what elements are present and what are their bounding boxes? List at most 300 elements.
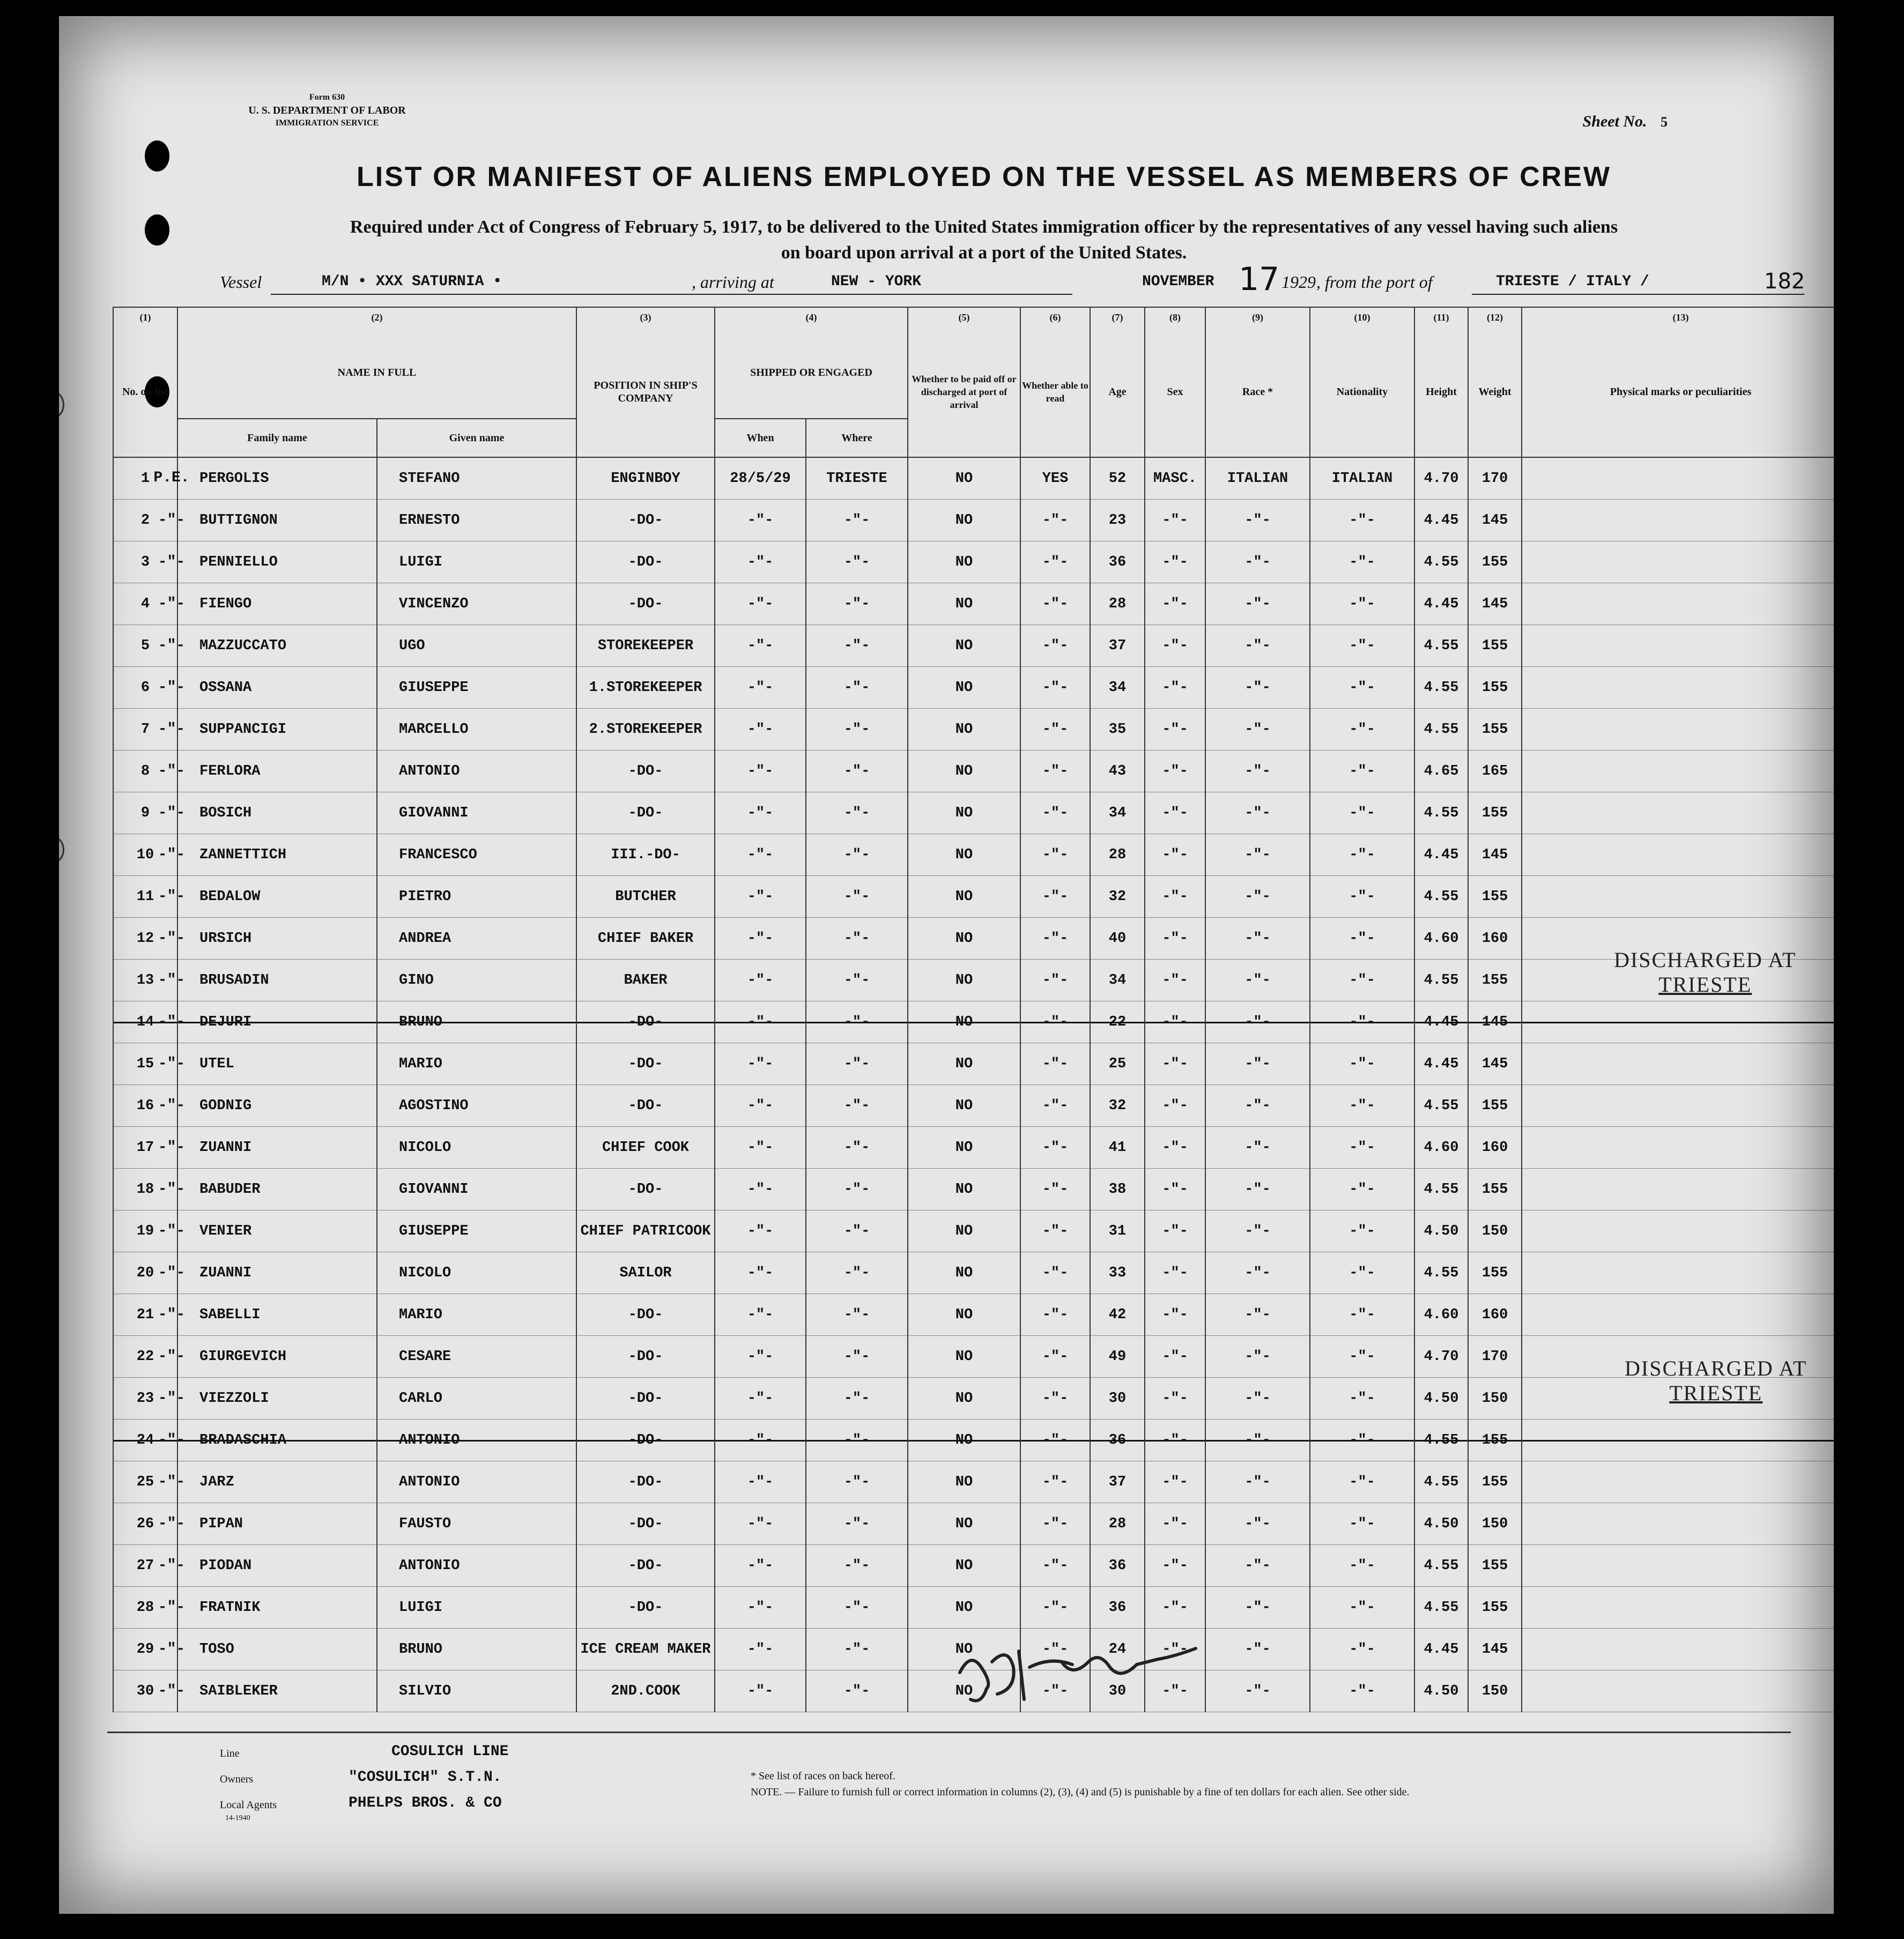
crew-weight: 155 <box>1468 1085 1522 1127</box>
margin-mark: -"- <box>158 804 186 821</box>
from-port: TRIESTE / ITALY / <box>1496 273 1649 290</box>
line-label: Line <box>220 1748 240 1759</box>
crew-age: 36 <box>1090 1587 1145 1629</box>
crew-where: -"- <box>806 667 908 709</box>
crew-age: 32 <box>1090 876 1145 918</box>
crew-when: -"- <box>715 792 806 834</box>
crew-age: 30 <box>1090 1670 1145 1712</box>
crew-height: 4.55 <box>1414 1461 1468 1503</box>
crew-row <box>113 1336 1834 1378</box>
crew-family: VENIER <box>177 1210 377 1252</box>
crew-row <box>113 1169 1834 1210</box>
col-num: (10) <box>1310 307 1414 327</box>
crew-when: -"- <box>715 500 806 541</box>
crew-paid: NO <box>908 1127 1020 1169</box>
crew-given: LUIGI <box>377 541 576 583</box>
crew-physical-marks <box>1522 1503 1834 1545</box>
crew-paid: NO <box>908 1210 1020 1252</box>
col-header-shipped: SHIPPED OR ENGAGED <box>715 327 908 419</box>
crew-race: -"- <box>1205 1629 1310 1670</box>
col-header-when: When <box>715 419 806 457</box>
margin-mark: -"- <box>158 1390 186 1407</box>
crew-paid: NO <box>908 457 1020 500</box>
column-number-row <box>113 307 1834 327</box>
form-number: Form 630 <box>309 93 345 102</box>
crew-where: -"- <box>806 1169 908 1210</box>
crew-nationality: -"- <box>1310 918 1414 960</box>
crew-when: -"- <box>715 1127 806 1169</box>
crew-given: BRUNO <box>377 1001 576 1043</box>
margin-mark: -"- <box>158 1097 186 1114</box>
crew-row <box>113 583 1834 625</box>
margin-mark: -"- <box>158 511 186 529</box>
margin-mark: -"- <box>158 1306 186 1323</box>
crew-when: -"- <box>715 1503 806 1545</box>
crew-number: 30 <box>113 1670 177 1712</box>
crew-when: -"- <box>715 1670 806 1712</box>
owners-value: "COSULICH" S.T.N. <box>349 1769 502 1786</box>
col-header-height: Height <box>1414 327 1468 457</box>
service: IMMIGRATION SERVICE <box>275 118 379 128</box>
crew-row <box>113 667 1834 709</box>
crew-when: -"- <box>715 834 806 876</box>
crew-sex: -"- <box>1145 1043 1205 1085</box>
crew-rows <box>113 457 1834 1712</box>
crew-height: 4.45 <box>1414 500 1468 541</box>
crew-age: 37 <box>1090 1461 1145 1503</box>
crew-weight: 150 <box>1468 1503 1522 1545</box>
crew-position: -DO- <box>576 751 715 792</box>
crew-position: SAILOR <box>576 1252 715 1294</box>
crew-paid: NO <box>908 500 1020 541</box>
crew-row <box>113 1127 1834 1169</box>
crew-nationality: -"- <box>1310 500 1414 541</box>
crew-read: -"- <box>1020 667 1090 709</box>
footer-agents <box>220 1795 502 1811</box>
crew-age: 30 <box>1090 1378 1145 1420</box>
crew-number: 20 <box>113 1252 177 1294</box>
crew-position: -DO- <box>576 1503 715 1545</box>
crew-when: 28/5/29 <box>715 457 806 500</box>
margin-mark: -"- <box>158 1180 186 1198</box>
crew-family: GODNIG <box>177 1085 377 1127</box>
crew-physical-marks <box>1522 1545 1834 1587</box>
crew-where: -"- <box>806 1127 908 1169</box>
crew-where: -"- <box>806 1252 908 1294</box>
margin-mark: -"- <box>158 1640 186 1658</box>
crew-paid: NO <box>908 1420 1020 1461</box>
crew-read: -"- <box>1020 1420 1090 1461</box>
crew-weight: 155 <box>1468 667 1522 709</box>
column-header-row <box>113 327 1834 419</box>
crew-race: -"- <box>1205 1420 1310 1461</box>
crew-height: 4.45 <box>1414 1629 1468 1670</box>
crew-paid: NO <box>908 709 1020 751</box>
crew-race: -"- <box>1205 1001 1310 1043</box>
crew-where: -"- <box>806 500 908 541</box>
crew-position: STOREKEEPER <box>576 625 715 667</box>
crew-family: VIEZZOLI <box>177 1378 377 1420</box>
crew-where: -"- <box>806 1294 908 1336</box>
crew-family: SUPPANCIGI <box>177 709 377 751</box>
crew-number: 25 <box>113 1461 177 1503</box>
crew-number: 13 <box>113 960 177 1001</box>
crew-number: 26 <box>113 1503 177 1545</box>
crew-paid: NO <box>908 1085 1020 1127</box>
crew-row <box>113 1085 1834 1127</box>
crew-physical-marks <box>1522 1252 1834 1294</box>
crew-read: -"- <box>1020 1043 1090 1085</box>
sheet-label: Sheet No. <box>1582 113 1647 130</box>
crew-paid: NO <box>908 1169 1020 1210</box>
margin-mark: -"- <box>158 1473 186 1490</box>
crew-height: 4.55 <box>1414 709 1468 751</box>
crew-number: 18 <box>113 1169 177 1210</box>
crew-height: 4.70 <box>1414 1336 1468 1378</box>
crew-race: -"- <box>1205 1461 1310 1503</box>
crew-paid: NO <box>908 1294 1020 1336</box>
margin-mark: -"- <box>158 679 186 696</box>
margin-mark: -"- <box>158 846 186 863</box>
race-note: * See list of races on back hereof. <box>751 1770 895 1782</box>
crew-given: GIUSEPPE <box>377 667 576 709</box>
footer-owners <box>220 1769 502 1786</box>
crew-read: -"- <box>1020 1001 1090 1043</box>
crew-position: -DO- <box>576 583 715 625</box>
crew-physical-marks <box>1522 457 1834 500</box>
crew-position: -DO- <box>576 1545 715 1587</box>
crew-given: GIUSEPPE <box>377 1210 576 1252</box>
crew-sex: -"- <box>1145 625 1205 667</box>
crew-when: -"- <box>715 1336 806 1378</box>
crew-age: 33 <box>1090 1252 1145 1294</box>
margin-mark: -"- <box>158 762 186 779</box>
crew-nationality: -"- <box>1310 1085 1414 1127</box>
crew-weight: 150 <box>1468 1378 1522 1420</box>
crew-number: 24 <box>113 1420 177 1461</box>
col-header-position: POSITION IN SHIP'S COMPANY <box>576 327 715 457</box>
arrival-day: 17 <box>1239 261 1280 298</box>
crew-height: 4.55 <box>1414 792 1468 834</box>
crew-row <box>113 1294 1834 1336</box>
col-header-given: Given name <box>377 419 576 457</box>
crew-given: MARCELLO <box>377 709 576 751</box>
crew-sex: -"- <box>1145 1085 1205 1127</box>
crew-given: FRANCESCO <box>377 834 576 876</box>
crew-sex: -"- <box>1145 1252 1205 1294</box>
crew-age: 34 <box>1090 792 1145 834</box>
margin-mark: -"- <box>158 637 186 654</box>
crew-nationality: -"- <box>1310 1420 1414 1461</box>
crew-age: 34 <box>1090 960 1145 1001</box>
margin-mark: -"- <box>158 971 186 989</box>
crew-where: -"- <box>806 583 908 625</box>
stamp-line: DISCHARGED AT <box>1625 1356 1807 1380</box>
margin-mark: P.E. <box>153 470 190 487</box>
crew-number: 8 <box>113 751 177 792</box>
crew-sex: -"- <box>1145 751 1205 792</box>
crew-number: 29 <box>113 1629 177 1670</box>
binder-ring <box>59 836 64 863</box>
margin-mark: -"- <box>158 930 186 947</box>
discharged-stamp <box>1614 948 1796 997</box>
crew-read: -"- <box>1020 1085 1090 1127</box>
crew-age: 41 <box>1090 1127 1145 1169</box>
crew-read: -"- <box>1020 1252 1090 1294</box>
crew-when: -"- <box>715 918 806 960</box>
crew-nationality: -"- <box>1310 1043 1414 1085</box>
crew-sex: -"- <box>1145 500 1205 541</box>
crew-number: 1 <box>113 457 177 500</box>
crew-read: -"- <box>1020 792 1090 834</box>
subtitle-line-2: on board upon arrival at a port of the United States. <box>781 243 1187 263</box>
margin-mark: -"- <box>158 1013 186 1030</box>
crew-nationality: -"- <box>1310 1252 1414 1294</box>
penalty-note: NOTE. — Failure to furnish full or correct information in columns (2), (3), (4) and (5) is punishable by a fine of ten dollars for each alien. See other side. <box>751 1786 1410 1798</box>
crew-nationality: -"- <box>1310 625 1414 667</box>
crew-sex: -"- <box>1145 1294 1205 1336</box>
crew-family: FERLORA <box>177 751 377 792</box>
crew-race: -"- <box>1205 1587 1310 1629</box>
crew-number: 2 <box>113 500 177 541</box>
crew-age: 36 <box>1090 541 1145 583</box>
crew-physical-marks <box>1522 876 1834 918</box>
crew-age: 40 <box>1090 918 1145 960</box>
crew-where: -"- <box>806 751 908 792</box>
list-number: 182 <box>1764 269 1805 294</box>
crew-age: 28 <box>1090 834 1145 876</box>
crew-race: -"- <box>1205 500 1310 541</box>
crew-nationality: -"- <box>1310 541 1414 583</box>
crew-race: -"- <box>1205 834 1310 876</box>
crew-family: BOSICH <box>177 792 377 834</box>
col-num: (1) <box>113 307 177 327</box>
footer-line <box>220 1743 509 1760</box>
crew-given: GIOVANNI <box>377 792 576 834</box>
crew-sex: -"- <box>1145 876 1205 918</box>
crew-row <box>113 1587 1834 1629</box>
col-header-able-read: Whether able to read <box>1020 327 1090 457</box>
crew-sex: -"- <box>1145 918 1205 960</box>
crew-age: 35 <box>1090 709 1145 751</box>
crew-where: -"- <box>806 1085 908 1127</box>
col-num: (8) <box>1145 307 1205 327</box>
crew-position: CHIEF BAKER <box>576 918 715 960</box>
col-header-family: Family name <box>177 419 377 457</box>
crew-sex: -"- <box>1145 1461 1205 1503</box>
crew-physical-marks <box>1522 1127 1834 1169</box>
col-header-sex: Sex <box>1145 327 1205 457</box>
crew-family: TOSO <box>177 1629 377 1670</box>
crew-age: 36 <box>1090 1545 1145 1587</box>
col-num: (4) <box>715 307 908 327</box>
crew-physical-marks <box>1522 1670 1834 1712</box>
crew-race: -"- <box>1205 960 1310 1001</box>
col-num: (9) <box>1205 307 1310 327</box>
crew-race: -"- <box>1205 1378 1310 1420</box>
crew-where: -"- <box>806 1670 908 1712</box>
stamp-line: TRIESTE <box>1658 972 1752 997</box>
crew-nationality: -"- <box>1310 709 1414 751</box>
crew-nationality: -"- <box>1310 1587 1414 1629</box>
crew-race: -"- <box>1205 751 1310 792</box>
owners-label: Owners <box>220 1773 254 1785</box>
crew-family: BUTTIGNON <box>177 500 377 541</box>
crew-where: TRIESTE <box>806 457 908 500</box>
crew-sex: -"- <box>1145 834 1205 876</box>
crew-race: -"- <box>1205 1210 1310 1252</box>
crew-position: -DO- <box>576 1294 715 1336</box>
crew-physical-marks <box>1522 1587 1834 1629</box>
crew-race: -"- <box>1205 667 1310 709</box>
crew-race: -"- <box>1205 876 1310 918</box>
crew-number: 6 <box>113 667 177 709</box>
crew-position: -DO- <box>576 1001 715 1043</box>
crew-read: -"- <box>1020 1127 1090 1169</box>
crew-position: CHIEF PATRICOOK <box>576 1210 715 1252</box>
inspector-signature <box>938 1630 1217 1710</box>
crew-race: -"- <box>1205 583 1310 625</box>
crew-paid: NO <box>908 960 1020 1001</box>
crew-given: STEFANO <box>377 457 576 500</box>
crew-number: 12 <box>113 918 177 960</box>
crew-read: -"- <box>1020 1587 1090 1629</box>
crew-read: -"- <box>1020 1545 1090 1587</box>
crew-physical-marks <box>1522 625 1834 667</box>
agents-value: PHELPS BROS. & CO <box>349 1795 502 1811</box>
crew-row <box>113 876 1834 918</box>
crew-read: -"- <box>1020 709 1090 751</box>
crew-height: 4.70 <box>1414 457 1468 500</box>
crew-row <box>113 541 1834 583</box>
crew-height: 4.55 <box>1414 1252 1468 1294</box>
crew-when: -"- <box>715 1210 806 1252</box>
crew-paid: NO <box>908 1336 1020 1378</box>
crew-physical-marks <box>1522 1210 1834 1252</box>
crew-nationality: -"- <box>1310 1127 1414 1169</box>
crew-race: -"- <box>1205 1503 1310 1545</box>
crew-number: 21 <box>113 1294 177 1336</box>
crew-family: PIPAN <box>177 1503 377 1545</box>
crew-nationality: ITALIAN <box>1310 457 1414 500</box>
crew-physical-marks <box>1522 583 1834 625</box>
crew-position: 2.STOREKEEPER <box>576 709 715 751</box>
crew-number: 17 <box>113 1127 177 1169</box>
col-header-marks: Physical marks or peculiarities <box>1522 327 1834 457</box>
crew-read: -"- <box>1020 1503 1090 1545</box>
crew-weight: 155 <box>1468 1461 1522 1503</box>
margin-mark: -"- <box>158 1055 186 1072</box>
vessel-name: M/N • XXX SATURNIA • <box>322 273 502 290</box>
crew-physical-marks <box>1522 834 1834 876</box>
crew-race: -"- <box>1205 1252 1310 1294</box>
crew-where: -"- <box>806 1545 908 1587</box>
crew-paid: NO <box>908 1252 1020 1294</box>
crew-sex: -"- <box>1145 583 1205 625</box>
crew-race: ITALIAN <box>1205 457 1310 500</box>
crew-number: 3 <box>113 541 177 583</box>
crew-family: ZANNETTICH <box>177 834 377 876</box>
crew-height: 4.45 <box>1414 834 1468 876</box>
crew-sex: -"- <box>1145 1670 1205 1712</box>
crew-nationality: -"- <box>1310 583 1414 625</box>
col-header-name: NAME IN FULL <box>177 327 576 419</box>
crew-position: 1.STOREKEEPER <box>576 667 715 709</box>
crew-sex: -"- <box>1145 1378 1205 1420</box>
crew-age: 49 <box>1090 1336 1145 1378</box>
crew-nationality: -"- <box>1310 1210 1414 1252</box>
crew-nationality: -"- <box>1310 1629 1414 1670</box>
crew-position: CHIEF COOK <box>576 1127 715 1169</box>
crew-when: -"- <box>715 1085 806 1127</box>
crew-family: OSSANA <box>177 667 377 709</box>
crew-where: -"- <box>806 1001 908 1043</box>
crew-row <box>113 1210 1834 1252</box>
col-num: (2) <box>177 307 576 327</box>
crew-family: BABUDER <box>177 1169 377 1210</box>
crew-paid: NO <box>908 1503 1020 1545</box>
crew-height: 4.55 <box>1414 667 1468 709</box>
margin-mark: -"- <box>158 595 186 612</box>
crew-when: -"- <box>715 709 806 751</box>
margin-mark: -"- <box>158 1139 186 1156</box>
crew-position: -DO- <box>576 1587 715 1629</box>
crew-weight: 145 <box>1468 500 1522 541</box>
crew-height: 4.55 <box>1414 1085 1468 1127</box>
form-header <box>188 91 466 130</box>
margin-mark: -"- <box>158 1264 186 1281</box>
col-num: (3) <box>576 307 715 327</box>
crew-paid: NO <box>908 834 1020 876</box>
crew-paid: NO <box>908 1378 1020 1420</box>
crew-age: 37 <box>1090 625 1145 667</box>
crew-given: ANTONIO <box>377 1420 576 1461</box>
crew-number: 22 <box>113 1336 177 1378</box>
crew-row <box>113 1420 1834 1461</box>
crew-age: 28 <box>1090 583 1145 625</box>
crew-row <box>113 960 1834 1001</box>
crew-weight: 155 <box>1468 792 1522 834</box>
crew-where: -"- <box>806 1629 908 1670</box>
crew-height: 4.55 <box>1414 1587 1468 1629</box>
department: U. S. DEPARTMENT OF LABOR <box>248 105 406 116</box>
crew-where: -"- <box>806 960 908 1001</box>
crew-when: -"- <box>715 1294 806 1336</box>
crew-weight: 145 <box>1468 1629 1522 1670</box>
crew-where: -"- <box>806 1461 908 1503</box>
margin-mark: -"- <box>158 1515 186 1532</box>
crew-height: 4.50 <box>1414 1378 1468 1420</box>
crew-when: -"- <box>715 1545 806 1587</box>
crew-physical-marks <box>1522 500 1834 541</box>
crew-physical-marks <box>1522 1461 1834 1503</box>
crew-physical-marks <box>1522 1629 1834 1670</box>
page-title: LIST OR MANIFEST OF ALIENS EMPLOYED ON THE VESSEL AS MEMBERS OF CREW <box>357 161 1611 192</box>
crew-when: -"- <box>715 1043 806 1085</box>
crew-given: NICOLO <box>377 1127 576 1169</box>
crew-position: BAKER <box>576 960 715 1001</box>
crew-given: GIOVANNI <box>377 1169 576 1210</box>
crew-row <box>113 1503 1834 1545</box>
crew-paid: NO <box>908 1001 1020 1043</box>
crew-age: 25 <box>1090 1043 1145 1085</box>
crew-paid: NO <box>908 1670 1020 1712</box>
crew-position: -DO- <box>576 500 715 541</box>
line-value: COSULICH LINE <box>391 1743 509 1760</box>
crew-when: -"- <box>715 1252 806 1294</box>
crew-position: BUTCHER <box>576 876 715 918</box>
crew-age: 34 <box>1090 667 1145 709</box>
